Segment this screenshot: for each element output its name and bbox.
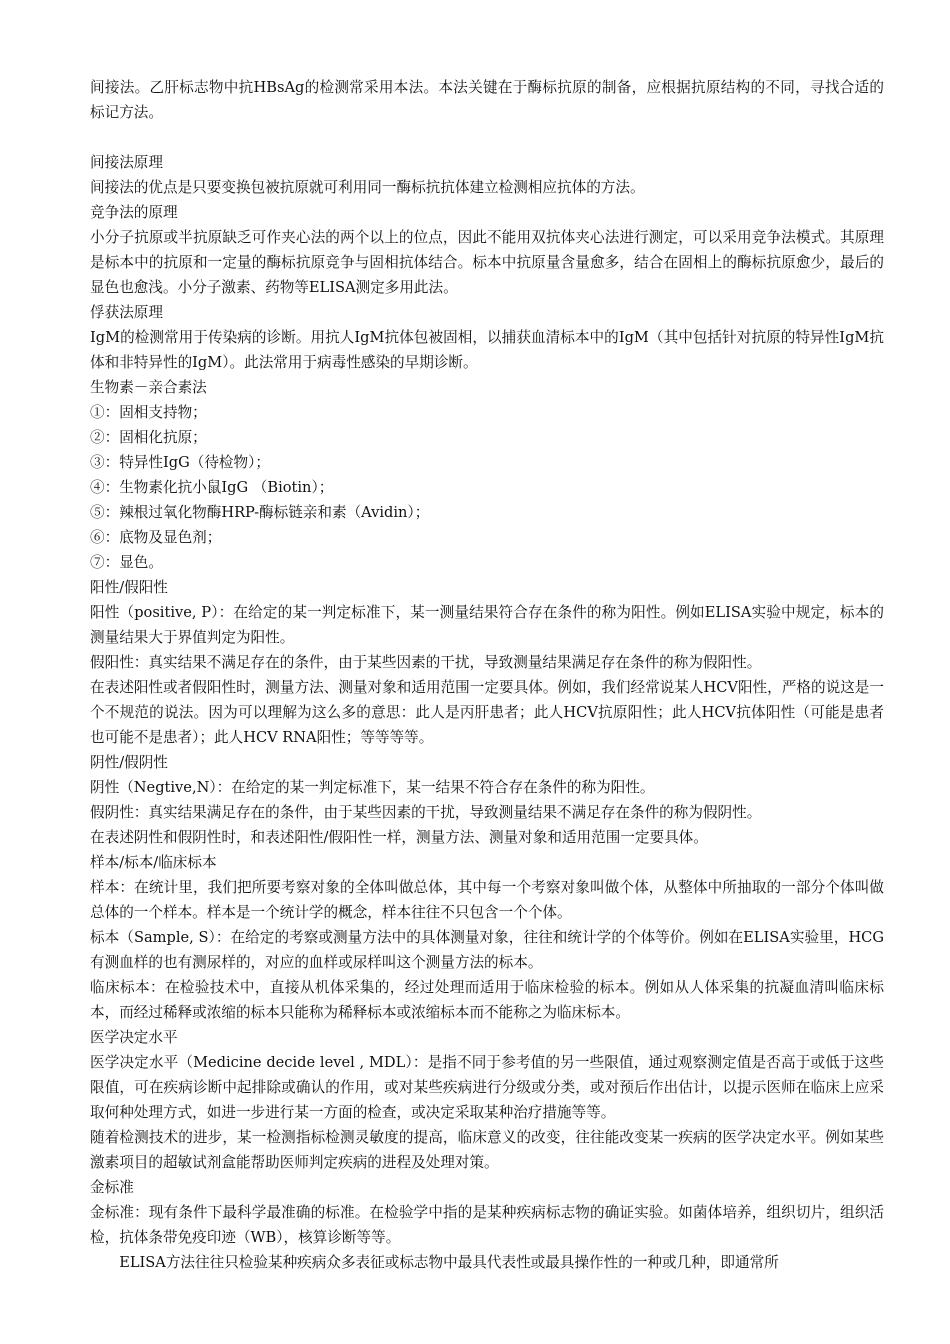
paragraph: 阴性（Negtive,N）：在给定的某一判定标准下，某一结果不符合存在条件的称为阳性。 bbox=[90, 779, 655, 796]
paragraph: IgM的检测常用于传染病的诊断。用抗人IgM抗体包被固相，以捕获血清标本中的IgM（其中包括针对抗原的特异性IgM抗体和非特异性的IgM）。此法常用于病毒性感染的早期诊断。 bbox=[90, 329, 884, 371]
heading: 阳性/假阳性 bbox=[90, 579, 168, 596]
heading: 样本/标本/临床标本 bbox=[90, 854, 217, 871]
paragraph: 标本（Sample, S）：在给定的考察或测量方法中的具体测量对象，往往和统计学的个体等价。例如在ELISA实验里，HCG有测血样的也有测尿样的，对应的血样或尿样叫这个测量方法的标本。 bbox=[90, 929, 884, 971]
paragraph: 间接法。乙肝标志物中抗HBsAg的检测常采用本法。本法关键在于酶标抗原的制备，应根据抗原结构的不同，寻找合适的标记方法。 bbox=[90, 79, 884, 121]
heading: 阴性/假阴性 bbox=[90, 754, 168, 771]
paragraph: 小分子抗原或半抗原缺乏可作夹心法的两个以上的位点，因此不能用双抗体夹心法进行测定，可以采用竞争法模式。其原理是标本中的抗原和一定量的酶标抗原竞争与固相抗体结合。标本中抗原量含量愈多，结合在固相上的酶标抗原愈少，最后的显色也愈浅。小分子激素、药物等ELISA测定多用此法。 bbox=[90, 229, 884, 296]
paragraph: 间接法的优点是只要变换包被抗原就可利用同一酶标抗抗体建立检测相应抗体的方法。 bbox=[90, 179, 645, 196]
blank-line bbox=[90, 125, 884, 150]
paragraph: 随着检测技术的进步，某一检测指标检测灵敏度的提高，临床意义的改变，往往能改变某一疾病的医学决定水平。例如某些激素项目的超敏试剂盒能帮助医师判定疾病的进程及处理对策。 bbox=[90, 1129, 884, 1171]
paragraph: 金标准：现有条件下最科学最准确的标准。在检验学中指的是某种疾病标志物的确证实验。如菌体培养，组织切片，组织活检，抗体条带免疫印迹（WB），核算诊断等等。 bbox=[90, 1204, 884, 1246]
heading: 竞争法的原理 bbox=[90, 204, 178, 221]
paragraph: 假阳性：真实结果不满足存在的条件，由于某些因素的干扰，导致测量结果满足存在条件的称为假阳性。 bbox=[90, 654, 762, 671]
list-item: ⑦：显色。 bbox=[90, 554, 163, 571]
list-item: ①：固相支持物； bbox=[90, 404, 207, 421]
heading: 间接法原理 bbox=[90, 154, 163, 171]
heading: 金标准 bbox=[90, 1179, 134, 1196]
paragraph: 临床标本：在检验技术中，直接从机体采集的，经过处理而适用于临床检验的标本。例如从人体采集的抗凝血清叫临床标本，而经过稀释或浓缩的标本只能称为稀释标本或浓缩标本而不能称之为临床标本。 bbox=[90, 979, 884, 1021]
paragraph: 在表述阴性和假阴性时，和表述阳性/假阳性一样，测量方法、测量对象和适用范围一定要具体。 bbox=[90, 829, 708, 846]
paragraph: 阳性（positive, P）：在给定的某一判定标准下，某一测量结果符合存在条件的称为阳性。例如ELISA实验中规定，标本的测量结果大于界值判定为阳性。 bbox=[90, 604, 884, 646]
heading: 生物素－亲合素法 bbox=[90, 379, 207, 396]
paragraph: 在表述阳性或者假阳性时，测量方法、测量对象和适用范围一定要具体。例如，我们经常说某人HCV阳性，严格的说这是一个不规范的说法。因为可以理解为这么多的意思：此人是丙肝患者；此人HCV抗原阳性；此人HCV抗体阳性（可能是患者也可能不是患者）；此人HCV RNA阳性；等等等等。 bbox=[90, 679, 884, 746]
paragraph: ELISA方法往往只检验某种疾病众多表征或标志物中最具代表性或最具操作性的一种或几种，即通常所 bbox=[119, 1254, 779, 1271]
paragraph: 假阴性：真实结果满足存在的条件，由于某些因素的干扰，导致测量结果不满足存在条件的称为假阴性。 bbox=[90, 804, 762, 821]
list-item: ⑤：辣根过氧化物酶HRP-酶标链亲和素（Avidin）； bbox=[90, 504, 430, 521]
heading: 医学决定水平 bbox=[90, 1029, 178, 1046]
paragraph: 样本：在统计里，我们把所要考察对象的全体叫做总体，其中每一个考察对象叫做个体，从整体中所抽取的一部分个体叫做总体的一个样本。样本是一个统计学的概念，样本往往不只包含一个个体。 bbox=[90, 879, 884, 921]
list-item: ③：特异性IgG（待检物）； bbox=[90, 454, 270, 471]
paragraph: 医学决定水平（Medicine decide level , MDL）：是指不同于参考值的另一些限值，通过观察测定值是否高于或低于这些限值，可在疾病诊断中起排除或确认的作用，或对某些疾病进行分级或分类，或对预后作出估计，以提示医师在临床上应采取何种处理方式，如进一步进行某一方面的检查，或决定采取某种治疗措施等等。 bbox=[90, 1054, 884, 1121]
heading: 俘获法原理 bbox=[90, 304, 163, 321]
list-item: ④：生物素化抗小鼠IgG （Biotin）； bbox=[90, 479, 334, 496]
list-item: ②：固相化抗原； bbox=[90, 429, 207, 446]
list-item: ⑥：底物及显色剂； bbox=[90, 529, 222, 546]
